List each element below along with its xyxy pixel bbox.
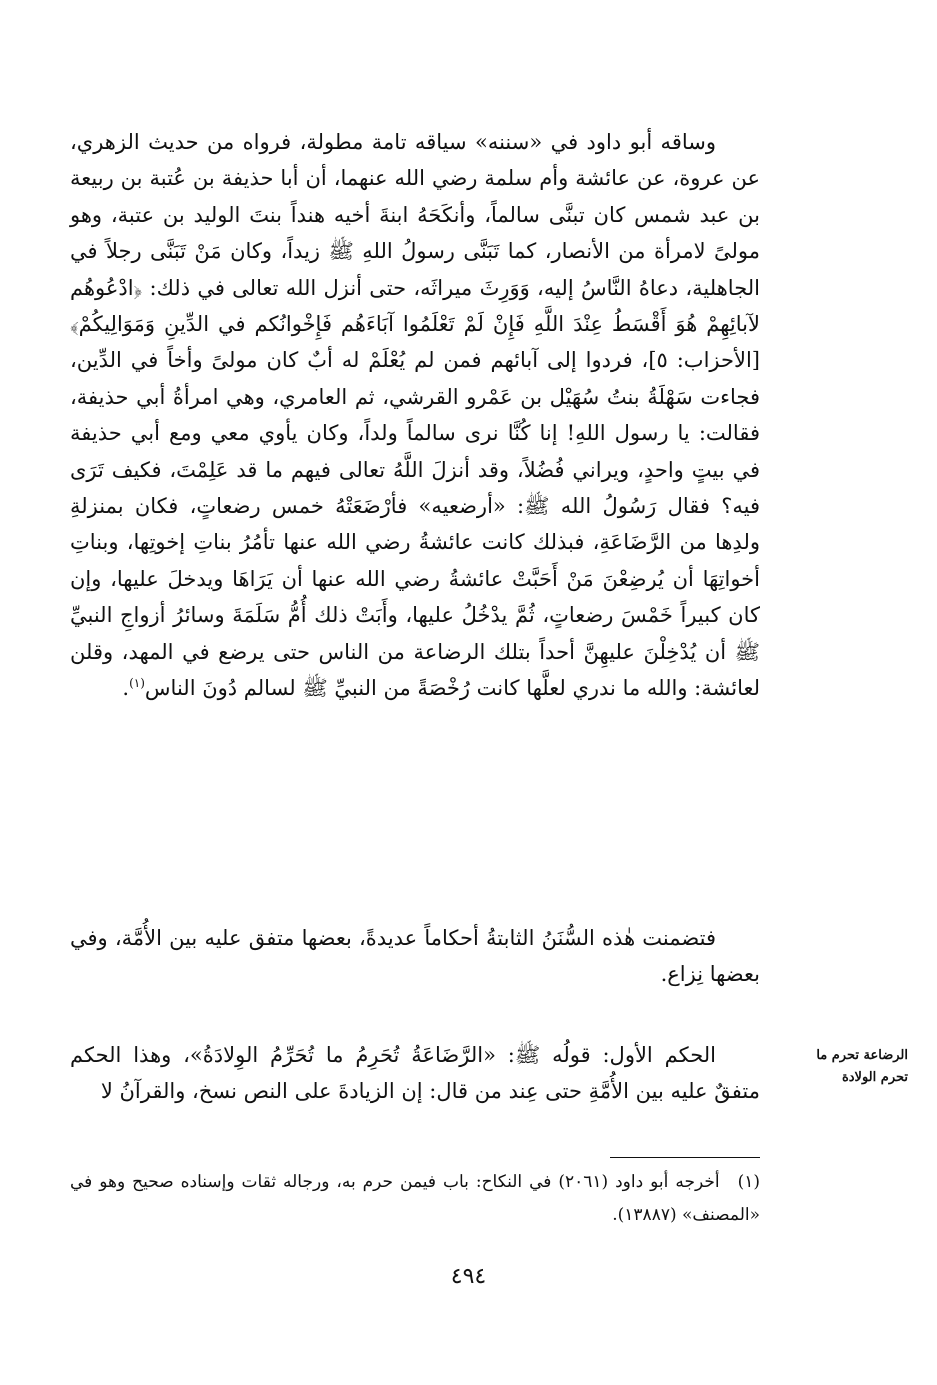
main-paragraph-hadith — [70, 124, 760, 707]
paragraph-1-text: وساقه أبو داود في «سننه» سياقه تامة مطولة، فرواه من حديث الزهري، عن عروة، عن عائشة وأم سلمة رضي الله عنهما، أن أبا حذيفة بن عُتبة بن ربيعة بن عبد شمس كان تبنَّى سالماً، وأنكَحَهُ ابنةَ أخيه هنداً بنتَ الوليد بن عتبة، وهو مولىً لامرأة من الأنصار، كما تَبَنَّى رسولُ اللهِ ﷺ زيداً، وكان مَنْ تَبَنَّى رجلاً في الجاهلية، دعاهُ النَّاسُ إليه، وَوَرِثَ ميراثَه، حتى أنزل الله تعالى في ذلك: ﴿ادْعُوهُم لآبائِهِمْ هُوَ أَقْسَطُ عِنْدَ اللَّهِ فَإِنْ لَمْ تَعْلَمُوا آبَاءَهُم فَإِخْوانُكم في الدِّينِ وَمَوَالِيكُمْ﴾ [الأحزاب: ٥]، فردوا إلى آبائهم فمن لم يُعْلَمْ له أبٌ كان مولىً وأخاً في الدِّين، فجاءت سَهْلَةُ بنتُ سُهَيْل بن عَمْرو القرشي، ثم العامري، وهي امرأةُ أبي حذيفة، فقالت: يا رسول اللهِ! إنا كُنَّا نرى سالماً ولداً، وكان يأوي معي ومع أبي حذيفة في بيتٍ واحدٍ، ويراني فُضُلاً، وقد أنزلَ اللَّهُ تعالى فيهم ما قد عَلِمْتَ، فكيف تَرَى فيه؟ فقال رَسُولُ الله ﷺ: «أرضعيه» فأرْضَعَتْهُ خمس رضعاتٍ، فكان بمنزلةِ ولدِها من الرَّضَاعَةِ، فبذلك كانت عائشةُ رضي الله عنها تأمُرُ بناتِ إخوتِها، وبناتِ أخواتِهَا أن يُرضِعْنَ مَنْ أَحَبَّتْ عائشةُ رضي الله عنها أن يَرَاهَا ويدخلَ عليها، وإن كان كبيراً خَمْسَ رضعاتٍ، ثُمَّ يدْخُلُ عليها، وأَبَتْ ذلك أُمُّ سَلَمَةَ وسائرُ أزواجِ النبيِّ ﷺ أن يُدْخِلْنَ عليهِنَّ أحداً بتلك الرضاعة من الناس حتى يرضع في المهد، وقلن لعائشة: والله ما ندري لعلَّها كانت رُخْصَةً من النبيِّ ﷺ لسالم دُونَ الناس — [70, 130, 760, 701]
footnote-divider — [610, 1157, 760, 1158]
paragraph-1-end: . — [122, 676, 130, 701]
page-number: ٤٩٤ — [450, 1264, 487, 1289]
footnote-text: أخرجه أبو داود (٢٠٦١) في النكاح: باب فيمن حرم به، ورجاله ثقات وإسناده صحيح وهو في «المصنف» (١٣٨٨٧). — [70, 1172, 760, 1225]
paragraph-2-text: فتضمنت هٰذه السُّنَنُ الثابتةُ أحكاماً عديدةً، بعضها متفق عليه بين الأُمَّة، وفي بعضها نِزاع. — [70, 926, 760, 987]
footnote — [70, 1166, 760, 1232]
paragraph-first-ruling — [70, 1037, 760, 1110]
margin-heading: الرضاعة تحرم ما تحرم الولادة — [816, 1048, 908, 1085]
footnote-marker: (١) — [129, 676, 145, 691]
paragraph-rulings-summary — [70, 920, 760, 993]
footnote-number: (١) — [737, 1172, 760, 1192]
paragraph-3-text: الحكم الأول: قولُه ﷺ: «الرَّضَاعَةُ تُحَرِمُ ما تُحَرِّمُ الوِلادَةُ»، وهذا الحكم متفقٌ عليه بين الأُمَّةِ حتى عِند من قال: إن الزيادةَ على النص نسخ، والقرآنُ لا — [70, 1043, 760, 1104]
